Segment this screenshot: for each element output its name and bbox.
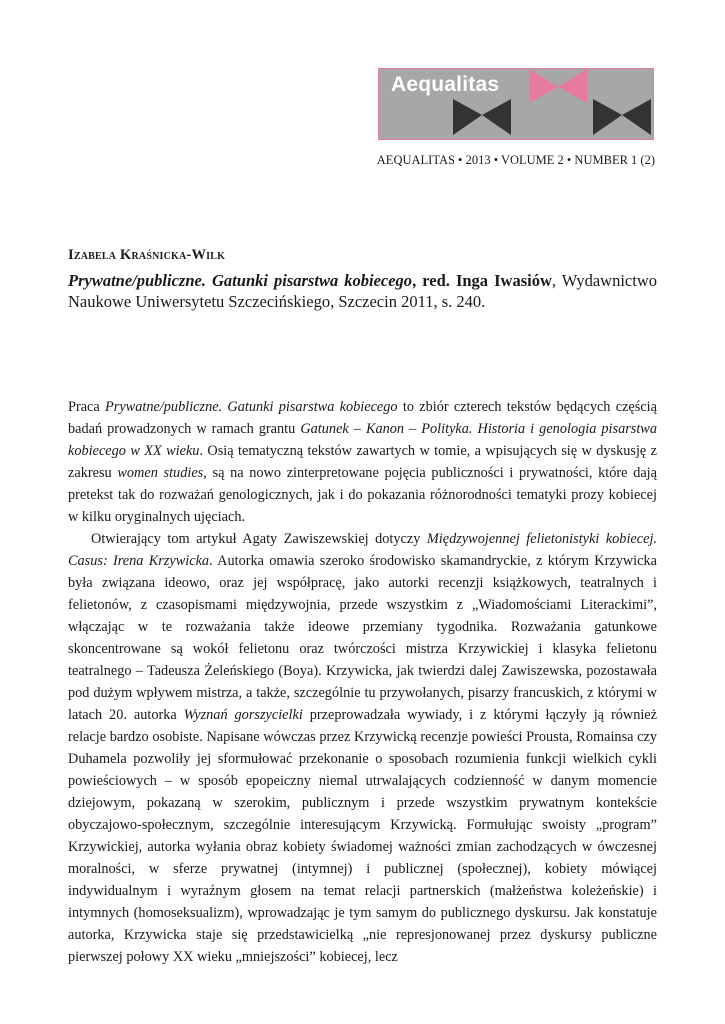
bow-tie-icon [591, 69, 653, 139]
author-name: Izabela Kraśnicka-Wilk [68, 247, 226, 263]
bow-tie-icon [451, 69, 513, 139]
bow-tie-icon-pink [527, 69, 589, 139]
book-citation [68, 270, 657, 312]
paragraph: Otwierający tom artykuł Agaty Zawiszewskiej dotyczy Międzywojennej felietonistyki kobiecej. Casus: Irena Krzywicka. Autorka omawia szeroko środowisko skamandryckie, z którym Krzywicka była związana ideowo, oraz jej współpracę, jako autorki recenzji książkowych, teatralnych i felietonów, z czasopismami międzywojnia, przede wszystkim z „Wiadomościami Literackimi”, włączając w te rozważania także ideowe przemiany tygodnika. Rozważania gatunkowe skoncentrowane są wokół felietonu oraz twórczości mistrza Krzywickiej i klasyka felietonu teatralnego – Tadeusza Żeleńskiego (Boya). Krzywicka, jak twierdzi dalej Zawiszewska, pozostawała pod dużym wpływem mistrza, a także, szczególnie tu przywołanych, pisarzy francuskich, z którymi w latach 20. autorka Wyznań gorszycielki przeprowadzała wywiady, i z którymi łączyły ją również relacje bardzo osobiste. Napisane wówczas przez Krzywicką recenzje powieści Prousta, Romainsa czy Duhamela pozwoliły jej sformułować przekonanie o sposobach rozumienia funkcji wielkich cykli powieściowych – w sposób epopeiczny niemal utrwalających codzienność w danym momencie dziejowym, pokazaną w szerokim, publicznym i przede wszystkim prywatnym kontekście obyczajowo-społecznym, szczególnie interesującym Krzywicką. Formułując swoisty „program” Krzywickiej, autorka wyłania obraz kobiety świadomej ważności zmian zachodzących w ówczesnej moralności, w sferze prywatnej (intymnej) i publicznej (społecznej), kobiety mówiącej indywidualnym i wyraźnym głosem na temat relacji partnerskich (małżeństwa koleżeńskie) i intymnych (homoseksualizm), wprowadzając je tym samym do publicznego dyskursu. Jak konstatuje autorka, Krzywicka staje się przedstawicielką „nie represjonowanej przez dyskursy publiczne pierwszej połowy XX wieku „mniejszości” kobiecej, lecz [68, 531, 658, 965]
review-body [68, 396, 657, 968]
book-publisher: , Wydawnictwo Naukowe Uniwersytetu Szczecińskiego, Szczecin 2011, s. 240. [68, 271, 657, 311]
book-editor: , red. Inga Iwasiów [412, 271, 552, 290]
journal-logo [378, 68, 654, 140]
logo-title: Aequalitas [391, 73, 500, 96]
paragraph: Praca Prywatne/publiczne. Gatunki pisarstwa kobiecego to zbiór czterech tekstów będących częścią badań prowadzonych w ramach grantu Gatunek – Kanon – Polityka. Historia i genologia pisarstwa kobiecego w XX wieku. Osią tematyczną tekstów zawartych w tomie, a wpisujących się w dyskusję z zakresu women studies, są na nowo zinterpretowane pojęcia publiczności i prywatności, które dają pretekst tak do rozważań genologicznych, jak i do pokazania różnorodności tematyki prozy kobiecej w kilku oryginalnych ujęciach. [68, 399, 658, 525]
book-title: Prywatne/publiczne. Gatunki pisarstwa kobiecego [68, 271, 413, 290]
journal-header: AEQUALITAS • 2013 • VOLUME 2 • NUMBER 1 (2) [376, 153, 655, 167]
